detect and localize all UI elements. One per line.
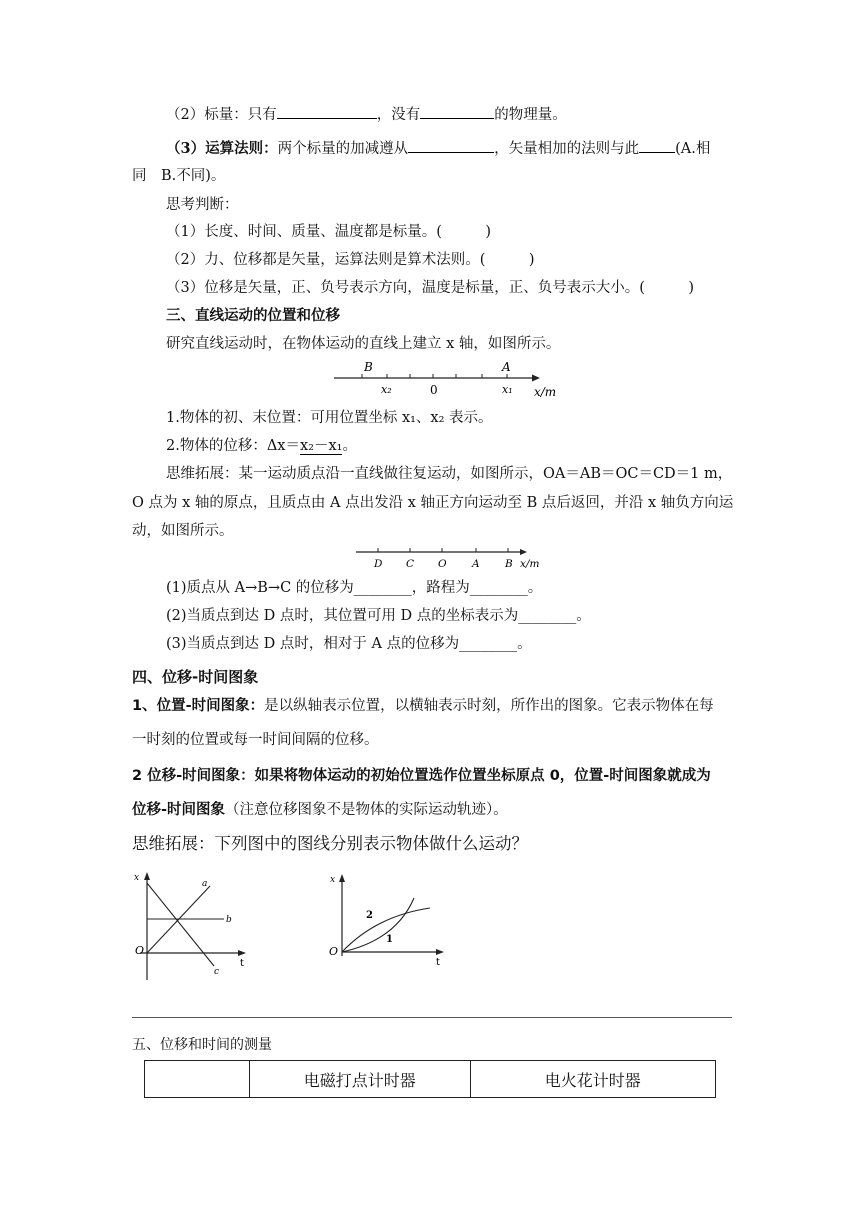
axis-unit-label: x/m	[520, 558, 540, 570]
x-axis-arrow	[436, 949, 444, 955]
point-a-label: A	[472, 558, 480, 570]
timer-table	[144, 1060, 716, 1098]
judge-item: （2）力、位移都是矢量，运算法则是算术法则。( )	[166, 252, 535, 268]
section3-ext: 动，如图所示。	[132, 523, 234, 539]
curve-2-label: 2	[366, 910, 373, 921]
x1-label: x₁	[502, 383, 513, 396]
line-a-label: a	[202, 879, 208, 889]
rule-label: （3）运算法则：	[166, 140, 278, 157]
p1-label: 1、位置-时间图象：	[132, 698, 265, 714]
section4-ext: 思维拓展：下列图中的图线分别表示物体做什么运动？	[132, 834, 528, 853]
divider	[132, 1017, 732, 1018]
point-d-label: D	[374, 558, 383, 570]
rule-text-cont: 同 B.不同)。	[132, 168, 226, 184]
point-a-label: A	[502, 360, 511, 374]
p2-note: （注意位移图象不是物体的实际运动轨迹）。	[225, 802, 508, 818]
section3-p1: 1.物体的初、末位置：可用位置坐标 x₁、x₂ 表示。	[166, 410, 493, 426]
x-axis-label: x	[330, 875, 336, 885]
origin-label: O	[135, 944, 145, 957]
section4-p2: 2 位移-时间图象：如果将物体运动的初始位置选作位置坐标原点 0，位置-时间图象就成为	[132, 768, 711, 784]
table-header-spark: 电火花计时器	[470, 1061, 715, 1098]
x-axis-label: x	[134, 873, 140, 883]
table-header-electromagnetic: 电磁打点计时器	[249, 1061, 470, 1098]
table-row	[145, 1061, 716, 1098]
section4-p2-cont	[132, 800, 508, 820]
axis-unit-label: x/m	[534, 385, 557, 399]
scalar-suffix: 的物理量。	[494, 107, 567, 123]
blank	[408, 138, 494, 153]
xt-graph-1	[132, 868, 262, 986]
xt-graph-2	[326, 868, 456, 974]
origin-label: O	[329, 945, 339, 958]
question-1: (1)质点从 A→B→C 的位移为________，路程为________。	[166, 580, 543, 596]
section3-p2	[166, 436, 357, 456]
curve-1-label: 1	[386, 934, 393, 945]
blank	[639, 138, 675, 153]
question-3: (3)当质点到达 D 点时，相对于 A 点的位移为________。	[166, 636, 532, 652]
rule-text: (A.相	[675, 141, 711, 157]
section5-title: 五、位移和时间的测量	[132, 1037, 272, 1053]
judge-title: 思考判断：	[166, 197, 239, 213]
motion-axis-figure	[354, 546, 554, 572]
x2-label: x₂	[381, 383, 392, 396]
table-cell-empty	[145, 1061, 250, 1098]
line-c-label: c	[214, 967, 220, 977]
section3-ext: 思维拓展：某一运动质点沿一直线做往复运动，如图所示，OA＝AB＝OC＝CD＝1 m，	[166, 466, 733, 482]
x-axis-arrow	[238, 950, 246, 956]
axis-arrow	[520, 549, 527, 555]
p2-suffix: 。	[342, 438, 357, 454]
origin-label: 0	[430, 383, 438, 397]
p2-bold: 位移-时间图象	[132, 802, 226, 818]
section4-title: 四、位移-时间图象	[132, 668, 259, 686]
rule-text: 两个标量的加减遵从	[277, 141, 409, 157]
question-2: (2)当质点到达 D 点时，其位置可用 D 点的坐标表示为________。	[166, 608, 591, 624]
axis-arrow	[532, 375, 540, 382]
section3-ext: O 点为 x 轴的原点，且质点由 A 点出发沿 x 轴正方向运动至 B 点后返回，并沿 x 轴负方向运	[132, 495, 734, 511]
rule-text: ，矢量相加的法则与此	[494, 141, 640, 157]
line-b-label: b	[226, 915, 232, 925]
p1-text: 是以纵轴表示位置，以横轴表示时刻，所作出的图象。它表示物体在每	[264, 698, 714, 714]
point-b-label: B	[505, 558, 513, 570]
point-c-label: C	[406, 558, 415, 570]
t-axis-label: t	[240, 958, 244, 969]
section4-p1	[132, 696, 714, 716]
p2-prefix: 2.物体的位移：Δx＝	[166, 438, 300, 454]
judge-item: （1）长度、时间、质量、温度都是标量。( )	[166, 224, 492, 240]
section3-intro: 研究直线运动时，在物体运动的直线上建立 x 轴，如图所示。	[166, 336, 561, 352]
section4-p1-cont: 一时刻的位置或每一时间间隔的位移。	[132, 732, 379, 748]
scalar-prefix: （2）标量：只有	[166, 107, 277, 123]
point-o-label: O	[438, 558, 447, 570]
section3-title: 三、直线运动的位置和位移	[166, 307, 340, 324]
y-axis-arrow	[144, 872, 150, 880]
blank	[277, 104, 377, 119]
point-b-label: B	[364, 360, 373, 374]
rule-line	[166, 138, 710, 159]
scalar-mid: ，没有	[376, 107, 421, 123]
displacement-formula: x₂－x₁	[299, 438, 343, 454]
t-axis-label: t	[436, 957, 440, 968]
axis-ticks	[362, 374, 507, 378]
scalar-line	[166, 104, 567, 125]
position-axis-figure	[332, 356, 564, 402]
blank	[420, 104, 494, 119]
judge-item: （3）位移是矢量，正、负号表示方向，温度是标量，正、负号表示大小。( )	[166, 280, 695, 296]
curve-2	[342, 908, 430, 952]
y-axis-arrow	[339, 874, 345, 882]
